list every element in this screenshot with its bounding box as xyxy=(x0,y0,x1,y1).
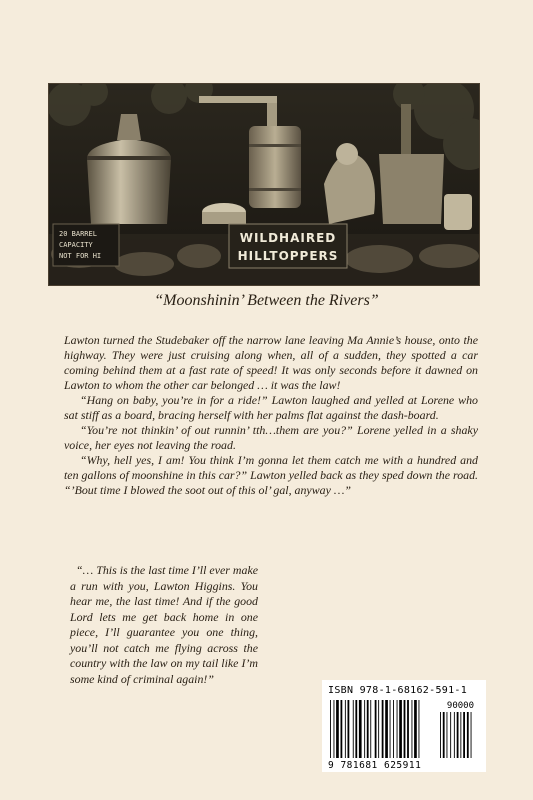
barcode-bars xyxy=(328,698,480,760)
sign-line2: HILLTOPPERS xyxy=(237,249,339,263)
side-sign-line1: 20 BARREL xyxy=(59,230,97,238)
barcode-bar xyxy=(345,700,346,758)
barcode-bar xyxy=(378,700,379,758)
addon-bar xyxy=(471,712,472,758)
addon-bar xyxy=(457,712,459,758)
barcode-bar xyxy=(385,700,388,758)
addon-bar xyxy=(460,712,461,758)
barcode-bar xyxy=(399,700,402,758)
barcode-bar xyxy=(419,700,420,758)
barcode-bar xyxy=(336,700,339,758)
barcode-bar xyxy=(359,700,362,758)
price-code: 90000 xyxy=(446,701,474,711)
excerpt-paragraph: Lawton turned the Studebaker off the narrow lane leaving Ma Annie’s house, onto the highway. They were just cruising along when, all of a sudden, they spotted a car coming behind them at a fast rate of speed! It was only seconds before it dawned on Lawton to whom the other car belonged … it was the law! xyxy=(64,333,478,392)
cover-photo xyxy=(48,83,480,286)
pull-quote: “… This is the last time I’ll ever make a run with you, Lawton Higgins. You hear me, the last time! And if the good Lord lets me get back home in one piece, I’ll guarantee you one thing, you’ll not catch me flying across the country with the law on my tail like I’m some kind of criminal again!” xyxy=(70,563,258,686)
barcode-bar xyxy=(355,700,357,758)
barcode-bar xyxy=(414,700,417,758)
barcode-bar xyxy=(370,700,371,758)
isbn-number: ISBN 978-1-68162-591-1 xyxy=(328,685,468,696)
addon-bar xyxy=(447,712,448,758)
barcode-bar xyxy=(364,700,365,758)
barcode-bar xyxy=(353,700,354,758)
barcode-bar xyxy=(404,700,406,758)
barcode-bar xyxy=(375,700,377,758)
barcode-bar xyxy=(397,700,398,758)
barcode-bar xyxy=(334,700,335,758)
addon-bar xyxy=(450,712,451,758)
side-sign-line3: NOT FOR HI xyxy=(59,252,102,260)
excerpt-paragraph: “Why, hell yes, I am! You think I’m gonna let them catch me with a hundred and ten gallons of moonshine in this car?” Lawton yelled back as they sped down the road. “’Bout time I blowed the soot out of this ol’ gal, anyway …” xyxy=(64,453,478,497)
barcode-bar xyxy=(348,700,350,758)
barcode-bar xyxy=(382,700,384,758)
addon-bar xyxy=(443,712,445,758)
barcode-bar xyxy=(412,700,413,758)
excerpt-paragraph: “Hang on baby, you’re in for a ride!” Lawton laughed and yelled at Lorene who sat stiff as a board, bracing herself with her palms flat against the dash-board. xyxy=(64,393,478,422)
barcode-bar xyxy=(390,700,391,758)
isbn-barcode xyxy=(322,680,486,772)
barcode-bar xyxy=(393,700,394,758)
addon-bar xyxy=(463,712,465,758)
sign-line1: WILDHAIRED xyxy=(239,231,337,245)
barcode-bar xyxy=(407,700,409,758)
side-sign-line2: CAPACITY xyxy=(59,241,93,249)
addon-bar xyxy=(454,712,455,758)
barcode-bar xyxy=(330,700,331,758)
ean-digits: 9 781681 625911 xyxy=(328,760,422,771)
addon-bar xyxy=(467,712,469,758)
photo-caption: “Moonshinin’ Between the Rivers” xyxy=(154,292,379,309)
barcode-bar xyxy=(341,700,343,758)
barcode-bar xyxy=(367,700,369,758)
addon-bar xyxy=(440,712,441,758)
excerpt-paragraph: “You’re not thinkin’ of out runnin’ tth…them are you?” Lorene yelled in a shaky voice, her eyes not leaving the road. xyxy=(64,423,478,452)
book-excerpt xyxy=(64,333,478,498)
